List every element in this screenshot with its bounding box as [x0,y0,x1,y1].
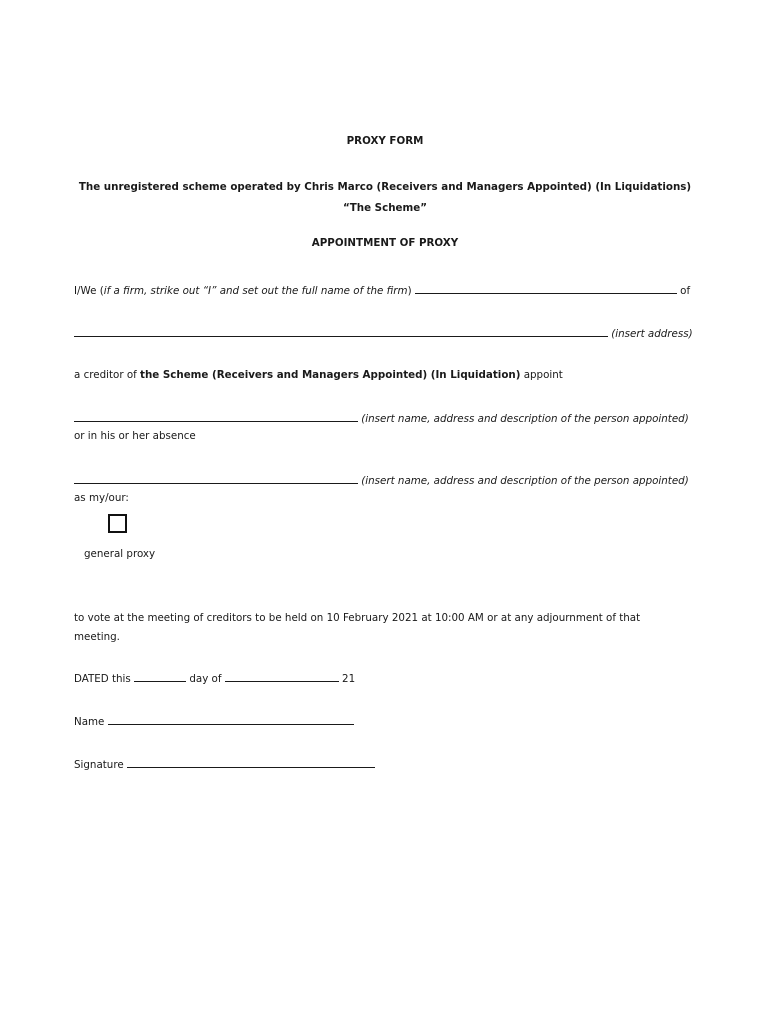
name-field[interactable] [108,714,354,725]
dated-line [74,671,355,686]
address-instruction: (insert address) [611,328,693,340]
creditor-appoint: appoint [520,369,563,381]
we-line [74,283,690,298]
scheme-heading: The unregistered scheme operated by Chris Marco (Receivers and Managers Appointed) (In Liquidations) [78,181,692,193]
signature-label: Signature [74,759,124,771]
name-label: Name [74,716,105,728]
name-line [74,714,354,729]
vote-text-line2: meeting. [74,631,120,643]
day-field[interactable] [134,671,186,682]
proxy2-field[interactable] [74,473,358,484]
we-close: ) [407,285,412,297]
day-of-label: day of [189,673,222,685]
creditor-scheme: the Scheme (Receivers and Managers Appointed) (In Liquidation) [140,369,521,381]
proxy1-field[interactable] [74,411,358,422]
year-label: 21 [342,673,356,685]
or-absence-text: or in his or her absence [74,430,196,442]
signature-field[interactable] [127,757,375,768]
creditor-line [74,369,563,382]
form-title: PROXY FORM [346,135,424,147]
address-line [74,326,693,341]
creditor-prefix: a creditor of [74,369,141,381]
scheme-short-name: “The Scheme” [342,202,427,214]
we-instruction: if a firm, strike out “I” and set out the full name of the firm [103,285,408,297]
proxy2-line [74,473,689,488]
signature-line [74,757,375,772]
general-proxy-checkbox[interactable] [108,514,127,533]
we-of: of [680,285,691,297]
section-heading: APPOINTMENT OF PROXY [311,237,459,249]
as-my-our-text: as my/our: [74,492,129,504]
month-field[interactable] [225,671,339,682]
dated-label: DATED this [74,673,131,685]
general-proxy-label: general proxy [84,548,156,560]
firm-name-field[interactable] [415,283,677,294]
proxy1-line [74,411,689,426]
vote-text-line1: to vote at the meeting of creditors to be held on 10 February 2021 at 10:00 AM or at any adjournment of that [74,612,641,624]
proxy2-instruction: (insert name, address and description of the person appointed) [361,475,689,487]
address-field[interactable] [74,326,608,337]
proxy1-instruction: (insert name, address and description of the person appointed) [361,413,689,425]
we-prefix: I/We ( [74,285,104,297]
